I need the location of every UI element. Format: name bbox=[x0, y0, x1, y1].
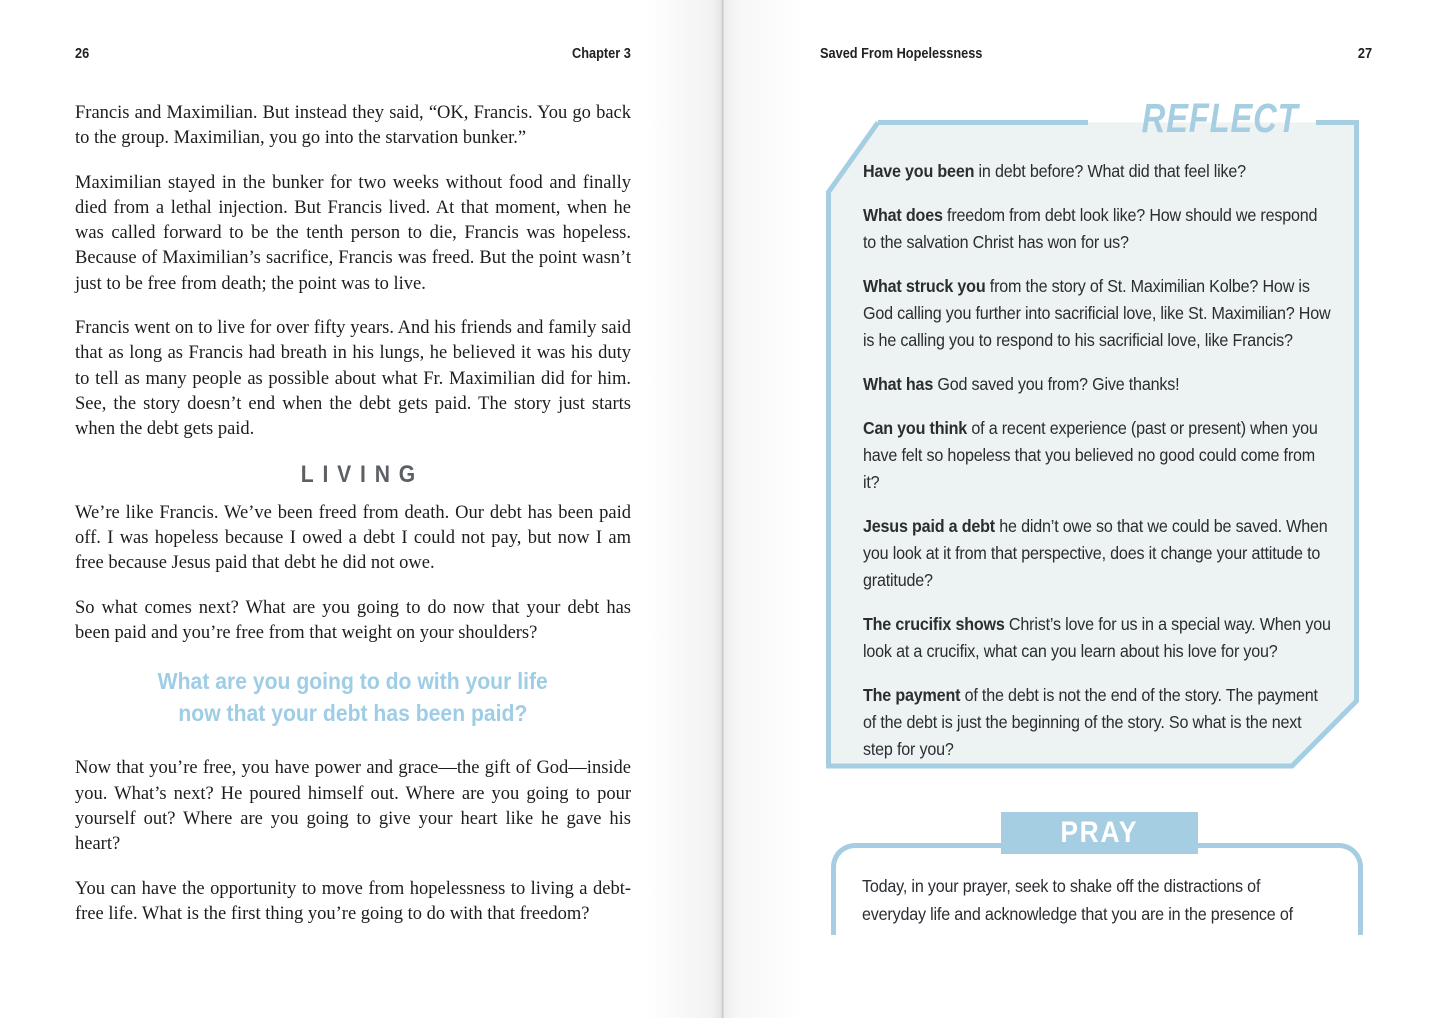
body-paragraph: So what comes next? What are you going to do now that your debt has been paid and you’re free from that weight on your shoulders? bbox=[75, 597, 631, 644]
question-lead: What has bbox=[863, 374, 934, 394]
page-number-right bbox=[820, 46, 1372, 62]
pull-quote-line-2: now that your debt has been paid? bbox=[178, 700, 528, 727]
pray-title-text: PRAY bbox=[1060, 816, 1139, 849]
page-number-left-text: 26 bbox=[75, 46, 90, 62]
question-lead: Have you been bbox=[863, 161, 975, 181]
body-paragraph: Now that you’re free, you have power and grace—the gift of God—inside you. What’s next? He poured himself out. Where are you going to pour yourself out? Where are you going to give your heart like he gave his heart? bbox=[75, 758, 631, 855]
pray-body bbox=[862, 872, 1322, 928]
body-paragraph: Francis went on to live for over fifty years. And his friends and family said that as long as Francis had breath in his lungs, he believed it was his duty to tell as many people as possible about what Fr. Maximilian did for him. See, the story doesn’t end when the debt gets paid. The story just starts when the debt gets paid. bbox=[75, 318, 631, 440]
left-page-text-column bbox=[75, 101, 631, 946]
pull-quote bbox=[75, 665, 631, 729]
question-text: freedom from debt look like? How should we respond to the salvation Christ has won for us? bbox=[863, 205, 1318, 252]
reflect-question bbox=[863, 513, 1334, 594]
question-lead: What does bbox=[863, 205, 943, 225]
reflect-question bbox=[863, 202, 1334, 256]
reflect-question bbox=[863, 611, 1334, 665]
question-lead: Can you think bbox=[863, 418, 968, 438]
body-paragraph: You can have the opportunity to move from hopelessness to living a debt-free life. What is the first thing you’re going to do with that freedom? bbox=[75, 878, 631, 924]
question-lead: Jesus paid a debt bbox=[863, 516, 995, 536]
question-text: God saved you from? Give thanks! bbox=[933, 374, 1180, 394]
page-number-right-text: 27 bbox=[1357, 46, 1372, 62]
reflect-questions bbox=[863, 158, 1334, 780]
reflect-title-text: REFLECT bbox=[1141, 95, 1299, 141]
reflect-question bbox=[863, 371, 1334, 398]
section-heading-living-text: LIVING bbox=[300, 460, 424, 488]
question-lead: The payment bbox=[863, 685, 961, 705]
question-text: of the debt is not the end of the story. The payment of the debt is just the beginning of the story. So what is the next step for you? bbox=[863, 685, 1318, 759]
question-text: Christ’s love for us in a special way. When you look at a crucifix, what can you learn about his love for you? bbox=[863, 614, 1331, 661]
right-running-header-text: Saved From Hopelessness bbox=[820, 46, 983, 62]
pull-quote-line-1: What are you going to do with your life bbox=[157, 668, 549, 695]
body-paragraph: Francis and Maximilian. But instead they said, “OK, Francis. You go back to the group. Maximilian, you go into the starvation bunker.” bbox=[75, 103, 631, 149]
question-text: he didn’t owe so that we could be saved. When you look at it from that perspective, does it change your attitude to gratitude? bbox=[863, 516, 1328, 590]
question-lead: The crucifix shows bbox=[863, 614, 1005, 634]
reflect-question bbox=[863, 158, 1334, 185]
pray-title bbox=[1055, 816, 1144, 850]
chapter-running-header-text: Chapter 3 bbox=[572, 46, 631, 62]
question-text: in debt before? What did that feel like? bbox=[974, 161, 1246, 181]
book-gutter-shadow bbox=[645, 0, 805, 1018]
body-paragraph: Maximilian stayed in the bunker for two weeks without food and finally died from a lethal injection. But Francis lived. At that moment, when he was called forward to be the tenth person to die, Francis was hopeless. Because of Maximilian’s sacrifice, Francis was freed. But the point wasn’t just to be free from death; the point was to live. bbox=[75, 172, 631, 294]
reflect-question bbox=[863, 273, 1334, 354]
section-heading-living bbox=[75, 462, 631, 487]
reflect-question bbox=[863, 415, 1334, 496]
pray-tab bbox=[1001, 812, 1198, 854]
pray-body-line: everyday life and acknowledge that you are in the presence of bbox=[862, 904, 1293, 924]
question-text: from the story of St. Maximilian Kolbe? How is God calling you further into sacrificial love, like St. Maximilian? How is he calling you to respond to his sacrificial love, like Francis? bbox=[863, 276, 1331, 350]
reflect-question bbox=[863, 682, 1334, 763]
body-paragraph: We’re like Francis. We’ve been freed from death. Our debt has been paid off. I was hopeless because I owed a debt I could not pay, but now I am free because Jesus paid that debt he did not owe. bbox=[75, 502, 631, 574]
pray-body-line: Today, in your prayer, seek to shake off the distractions of bbox=[862, 876, 1261, 896]
chapter-running-header bbox=[75, 46, 631, 62]
reflect-title bbox=[1118, 95, 1322, 142]
question-lead: What struck you bbox=[863, 276, 986, 296]
question-text: of a recent experience (past or present) when you have felt so hopeless that you believed no good could come from it? bbox=[863, 418, 1318, 492]
